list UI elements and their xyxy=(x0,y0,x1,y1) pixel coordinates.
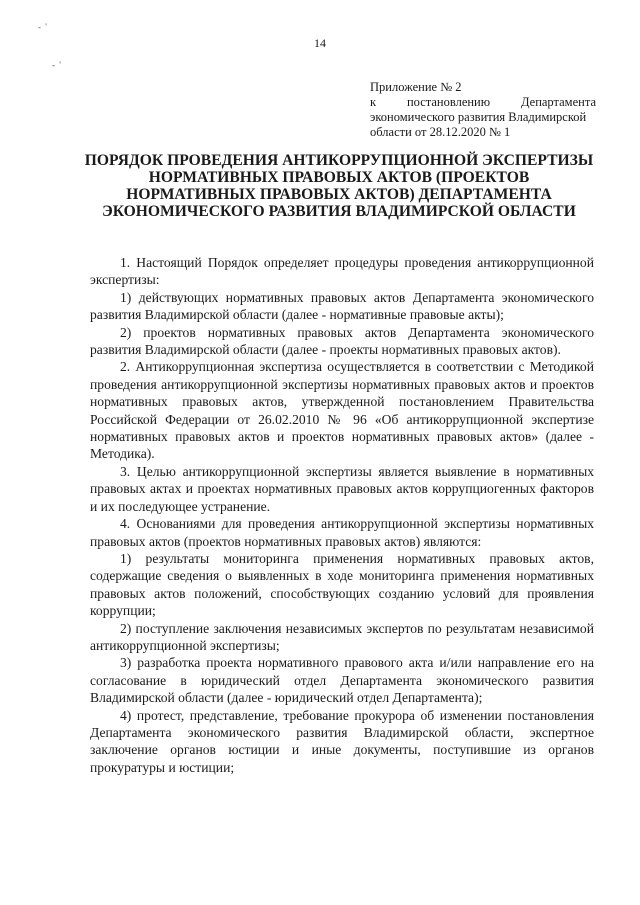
appendix-line: Приложение № 2 xyxy=(370,80,462,94)
appendix-line: к постановлению Департамента xyxy=(370,95,596,109)
scan-mark: - ' xyxy=(52,60,62,70)
paragraph: 4) протест, представление, требование прокурора об изменении постановления Департамента экономического развития Владимирской области, экспертное заключение органов юстиции и иные документы, поступившие из органов прокуратуры и юстиции; xyxy=(90,707,594,775)
document-title: ПОРЯДОК ПРОВЕДЕНИЯ АНТИКОРРУПЦИОННОЙ ЭКСПЕРТИЗЫ НОРМАТИВНЫХ ПРАВОВЫХ АКТОВ (ПРОЕКТОВ НОРМАТИВНЫХ ПРАВОВЫХ АКТОВ) ДЕПАРТАМЕНТА ЭКОНОМИЧЕСКОГО РАЗВИТИЯ ВЛАДИМИРСКОЙ ОБЛАСТИ xyxy=(84,152,594,220)
document-body xyxy=(90,254,594,776)
paragraph: 2. Антикоррупционная экспертиза осуществляется в соответствии с Методикой проведения антикоррупционной экспертизы нормативных правовых актов и проектов нормативных правовых актов, утвержденной постановлением Правительства Российской Федерации от 26.02.2010 № 96 «Об антикоррупционной экспертизе нормативных правовых актов и проектов нормативных правовых актов» (далее - Методика). xyxy=(90,359,594,462)
paragraph: 3) разработка проекта нормативного правового акта и/или направление его на согласование в юридический отдел Департамента экономического развития Владимирской области (далее - юридический отдел Департамента); xyxy=(90,655,594,706)
paragraph: 1) действующих нормативных правовых актов Департамента экономического развития Владимирской области (далее - нормативные правовые акты); xyxy=(90,289,594,323)
paragraph: 1) результаты мониторинга применения нормативных правовых актов, содержащие сведения о выявленных в ходе мониторинга применения нормативных правовых актов положений, способствующих созданию условий для проявления коррупции; xyxy=(90,550,594,619)
paragraph: 2) поступление заключения независимых экспертов по результатам независимой антикоррупционной экспертизы; xyxy=(90,620,594,653)
scan-mark: - ' xyxy=(38,22,48,32)
paragraph: 1. Настоящий Порядок определяет процедуры проведения антикоррупционной экспертизы: xyxy=(90,255,594,288)
paragraph: 4. Основаниями для проведения антикоррупционной экспертизы нормативных правовых актов (проектов нормативных правовых актов) являются: xyxy=(90,516,594,549)
page-number: 14 xyxy=(314,36,326,50)
paragraph: 2) проектов нормативных правовых актов Департамента экономического развития Владимирской области (далее - проекты нормативных правовых актов). xyxy=(90,324,594,358)
appendix-line: области от 28.12.2020 № 1 xyxy=(370,125,511,139)
appendix-line: экономического развития Владимирской xyxy=(370,110,587,124)
appendix-block xyxy=(370,80,596,140)
paragraph: 3. Целью антикоррупционной экспертизы является выявление в нормативных правовых актах и проектах нормативных правовых актов коррупциогенных факторов и их последующее устранение. xyxy=(90,463,594,514)
